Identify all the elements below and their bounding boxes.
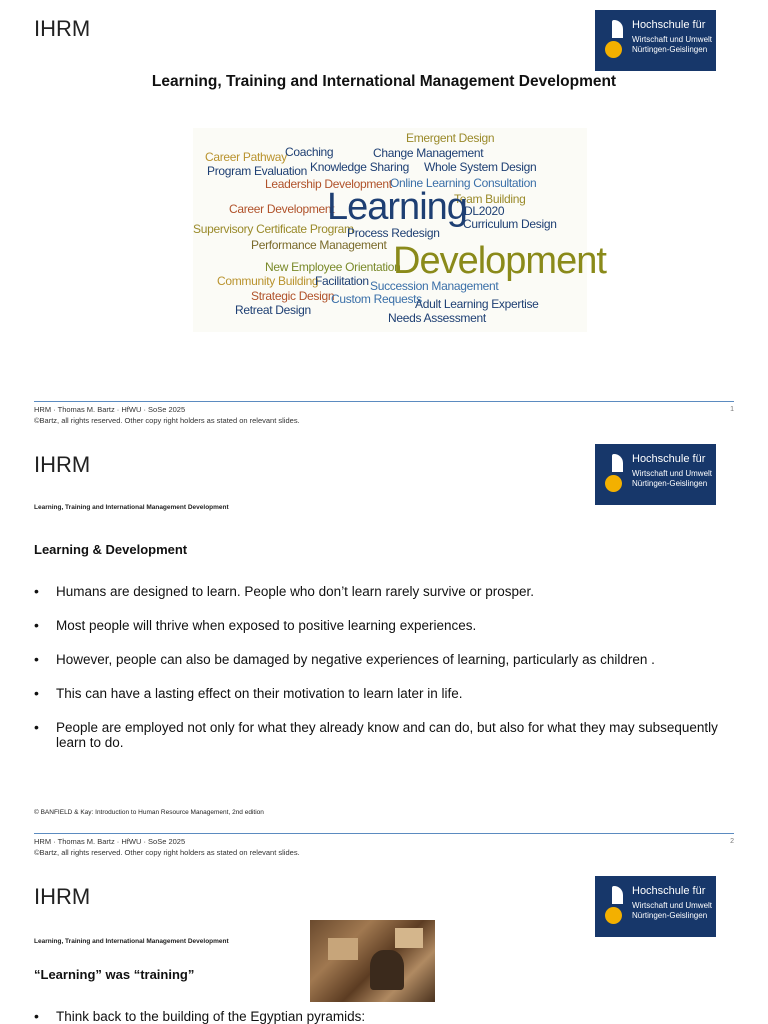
wc-word: Supervisory Certificate Program <box>193 222 354 236</box>
wc-word: Whole System Design <box>424 160 537 174</box>
bullet-item: • However, people can also be damaged by negative experiences of learning, particularly as children . <box>34 652 724 667</box>
wc-word: Performance Management <box>251 238 387 252</box>
slide-1 <box>0 0 768 432</box>
slide-header: IHRM <box>34 16 91 41</box>
source-citation: © BANFIELD & Kay: Introduction to Human Resource Management, 2nd edition <box>34 809 264 816</box>
logo-line-2-3: Wirtschaft und Umwelt Nürtingen-Geislingen <box>632 35 713 54</box>
wc-word: Change Management <box>373 146 484 160</box>
wc-word: Custom Requests <box>331 292 422 306</box>
bullet-list <box>34 584 724 750</box>
footer-author: HRM · Thomas M. Bartz · HfWU · SoSe 2025 <box>34 837 186 846</box>
wc-word: DL2020 <box>464 204 505 218</box>
logo-dot-icon <box>605 907 622 924</box>
page-number: 1 <box>730 406 734 413</box>
slide-subtitle: Learning, Training and International Management Development <box>34 938 229 945</box>
photo-detail <box>395 928 423 948</box>
university-logo <box>595 876 716 937</box>
wc-word: Online Learning Consultation <box>390 176 537 190</box>
bullet-item: • Humans are designed to learn. People who don’t learn rarely survive or prosper. <box>34 584 724 599</box>
footer-author: HRM · Thomas M. Bartz · HfWU · SoSe 2025 <box>34 405 186 414</box>
slide-header: IHRM <box>34 452 91 477</box>
wc-word: Program Evaluation <box>207 164 307 178</box>
university-logo <box>595 10 716 71</box>
wc-word: Coaching <box>285 145 334 159</box>
logo-line-2-3: Wirtschaft und Umwelt Nürtingen-Geislingen <box>632 901 713 920</box>
wc-word: Development <box>393 240 606 282</box>
page-number: 2 <box>730 838 734 845</box>
bullet-list <box>34 1009 724 1024</box>
logo-line-1: Hochschule für <box>632 19 706 31</box>
bullet-item: • People are employed not only for what they already know and can do, but also for what they may subsequently learn to do. <box>34 720 724 750</box>
university-logo <box>595 444 716 505</box>
footer-copyright: ©Bartz, all rights reserved. Other copy right holders as stated on relevant slides. <box>34 416 300 425</box>
wc-word: Knowledge Sharing <box>310 160 409 174</box>
wc-word: Leadership Development <box>265 177 392 191</box>
bullet-item: • This can have a lasting effect on their motivation to learn later in life. <box>34 686 724 701</box>
logo-mark-icon <box>612 886 623 904</box>
wc-word: Emergent Design <box>406 131 495 145</box>
slide-header: IHRM <box>34 884 91 909</box>
wc-word: Community Building <box>217 274 319 288</box>
photo-detail <box>328 938 358 960</box>
logo-mark-icon <box>612 20 623 38</box>
wc-word: Succession Management <box>370 279 499 293</box>
logo-dot-icon <box>605 41 622 58</box>
slide-title: Learning, Training and International Management Development <box>151 73 617 90</box>
slide-footer <box>34 833 734 857</box>
logo-mark-icon <box>612 454 623 472</box>
bullet-item: • Most people will thrive when exposed to positive learning experiences. <box>34 618 724 633</box>
workers-photo <box>310 920 435 1002</box>
slide-footer <box>34 401 734 425</box>
wc-word: Career Pathway <box>205 150 287 164</box>
wc-word: Needs Assessment <box>388 311 486 325</box>
section-heading: Learning & Development <box>34 542 188 557</box>
section-heading: “Learning” was “training” <box>34 967 195 982</box>
wc-word: Career Development <box>229 202 335 216</box>
logo-line-1: Hochschule für <box>632 453 706 465</box>
slide-3 <box>0 864 768 1024</box>
wc-word: Team Building <box>454 192 526 206</box>
wc-word: New Employee Orientation <box>265 260 401 274</box>
wc-word: Adult Learning Expertise <box>415 297 539 311</box>
slide-subtitle: Learning, Training and International Management Development <box>34 504 229 511</box>
logo-dot-icon <box>605 475 622 492</box>
wc-word: Curriculum Design <box>463 217 557 231</box>
logo-line-2-3: Wirtschaft und Umwelt Nürtingen-Geislingen <box>632 469 713 488</box>
bullet-item: • Think back to the building of the Egyptian pyramids: <box>34 1009 724 1024</box>
wc-word: Facilitation <box>315 274 369 288</box>
photo-detail <box>370 950 404 990</box>
wc-word: Process Redesign <box>347 226 440 240</box>
logo-line-1: Hochschule für <box>632 885 706 897</box>
word-cloud-image <box>193 128 606 332</box>
footer-copyright: ©Bartz, all rights reserved. Other copy right holders as stated on relevant slides. <box>34 848 300 857</box>
wc-word: Learning <box>327 186 467 228</box>
wc-word: Retreat Design <box>235 303 311 317</box>
slide-2 <box>0 432 768 864</box>
wc-word: Strategic Design <box>251 289 335 303</box>
